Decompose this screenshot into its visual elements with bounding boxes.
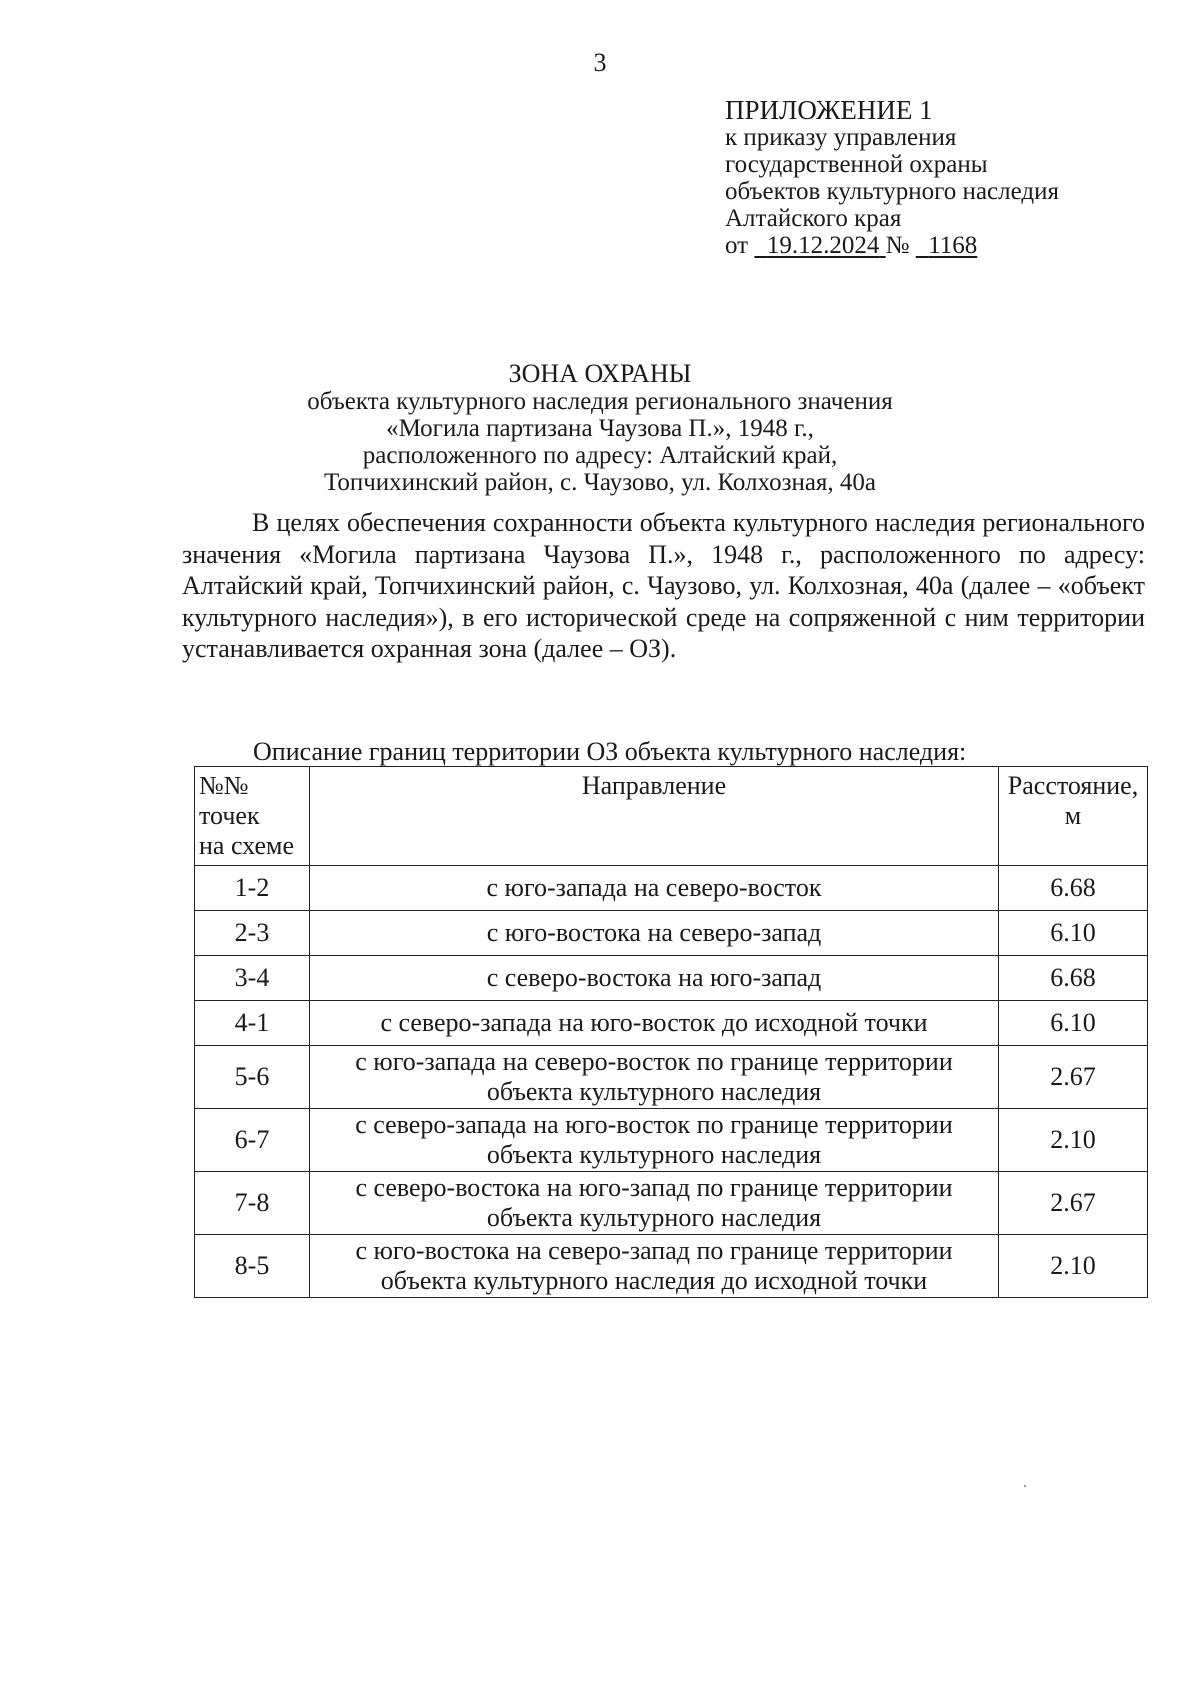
cell-distance: 6.68 bbox=[999, 956, 1148, 1001]
boundaries-table bbox=[194, 766, 1148, 1298]
table-row bbox=[195, 1109, 1148, 1172]
direction-line: с юго-запада на северо-восток bbox=[486, 873, 822, 902]
page-number: 3 bbox=[593, 48, 607, 77]
number-sign: № bbox=[885, 232, 910, 259]
appendix-title: ПРИЛОЖЕНИЕ 1 bbox=[725, 95, 933, 125]
zone-subtitle-line: «Могила партизана Чаузова П.», 1948 г., bbox=[386, 415, 814, 442]
direction-line: с северо-востока на юго-запад по границе территории bbox=[355, 1173, 953, 1202]
cell-distance: 2.10 bbox=[999, 1235, 1148, 1298]
cell-direction bbox=[310, 1172, 999, 1235]
scan-speck bbox=[1024, 1485, 1026, 1487]
table-row bbox=[195, 1235, 1148, 1298]
direction-line: объекта культурного наследия bbox=[486, 1077, 822, 1106]
cell-points: 5-6 bbox=[195, 1046, 310, 1109]
cell-points: 6-7 bbox=[195, 1109, 310, 1172]
cell-direction bbox=[310, 956, 999, 1001]
table-row bbox=[195, 1046, 1148, 1109]
cell-points: 8-5 bbox=[195, 1235, 310, 1298]
direction-line: объекта культурного наследия bbox=[486, 1203, 822, 1232]
zone-subtitle-line: объекта культурного наследия регионального значения bbox=[307, 388, 893, 415]
cell-points: 4-1 bbox=[195, 1001, 310, 1046]
cell-direction bbox=[310, 1046, 999, 1109]
order-date: 19.12.2024 bbox=[766, 232, 880, 259]
table-row bbox=[195, 911, 1148, 956]
cell-direction bbox=[310, 1001, 999, 1046]
direction-line: с северо-востока на юго-запад bbox=[486, 963, 822, 992]
direction-line: объекта культурного наследия до исходной точки bbox=[380, 1266, 928, 1295]
appendix-line: к приказу управления bbox=[725, 124, 957, 151]
table-row bbox=[195, 866, 1148, 911]
table-row bbox=[195, 1001, 1148, 1046]
header-distance: Расстояние, м bbox=[999, 767, 1148, 866]
direction-line: с юго-востока на северо-запад по границе территории bbox=[355, 1236, 953, 1265]
cell-distance: 2.67 bbox=[999, 1046, 1148, 1109]
direction-line: с юго-запада на северо-восток по границе территории bbox=[355, 1047, 953, 1076]
table-row bbox=[195, 1172, 1148, 1235]
direction-line: с северо-запада на юго-восток по границе территории bbox=[355, 1110, 953, 1139]
table-row bbox=[195, 956, 1148, 1001]
cell-direction bbox=[310, 911, 999, 956]
appendix-line: Алтайского края bbox=[725, 205, 902, 232]
cell-direction bbox=[310, 866, 999, 911]
cell-distance: 6.10 bbox=[999, 911, 1148, 956]
zone-title: ЗОНА ОХРАНЫ bbox=[508, 359, 692, 388]
cell-distance: 2.67 bbox=[999, 1172, 1148, 1235]
cell-distance: 2.10 bbox=[999, 1109, 1148, 1172]
order-number: 1168 bbox=[928, 232, 978, 259]
cell-points: 1-2 bbox=[195, 866, 310, 911]
cell-distance: 6.10 bbox=[999, 1001, 1148, 1046]
direction-line: объекта культурного наследия bbox=[486, 1140, 822, 1169]
zone-subtitle-line: Топчихинский район, с. Чаузово, ул. Колхозная, 40а bbox=[323, 469, 877, 496]
cell-distance: 6.68 bbox=[999, 866, 1148, 911]
cell-direction bbox=[310, 1109, 999, 1172]
table-caption: Описание границ территории ОЗ объекта культурного наследия: bbox=[253, 737, 967, 766]
appendix-block bbox=[725, 97, 1059, 259]
direction-line: с юго-востока на северо-запад bbox=[486, 918, 822, 947]
zone-heading bbox=[0, 360, 1200, 496]
date-prefix: от bbox=[725, 232, 749, 259]
header-direction: Направление bbox=[310, 767, 999, 866]
appendix-line: объектов культурного наследия bbox=[725, 178, 1059, 205]
cell-direction bbox=[310, 1235, 999, 1298]
zone-subtitle-line: расположенного по адресу: Алтайский край, bbox=[362, 442, 838, 469]
appendix-date-line bbox=[725, 232, 1059, 259]
body-paragraph: В целях обеспечения сохранности объекта культурного наследия регионального значения «Могила партизана Чаузова П.», 1948 г., расположенного по адресу: Алтайский край, Топчихинский район, с. Чаузово, ул. Колхозная, 40а (далее – «объект культурного наследия»), в его исторической среде на сопряженной с ним территории устанавливается охранная зона (далее – ОЗ). bbox=[182, 508, 1145, 663]
table-header-row bbox=[195, 767, 1148, 866]
direction-line: с северо-запада на юго-восток до исходной точки bbox=[380, 1008, 928, 1037]
cell-points: 2-3 bbox=[195, 911, 310, 956]
header-points: №№ точек на схеме bbox=[195, 767, 310, 866]
cell-points: 7-8 bbox=[195, 1172, 310, 1235]
appendix-line: государственной охраны bbox=[725, 151, 988, 178]
cell-points: 3-4 bbox=[195, 956, 310, 1001]
